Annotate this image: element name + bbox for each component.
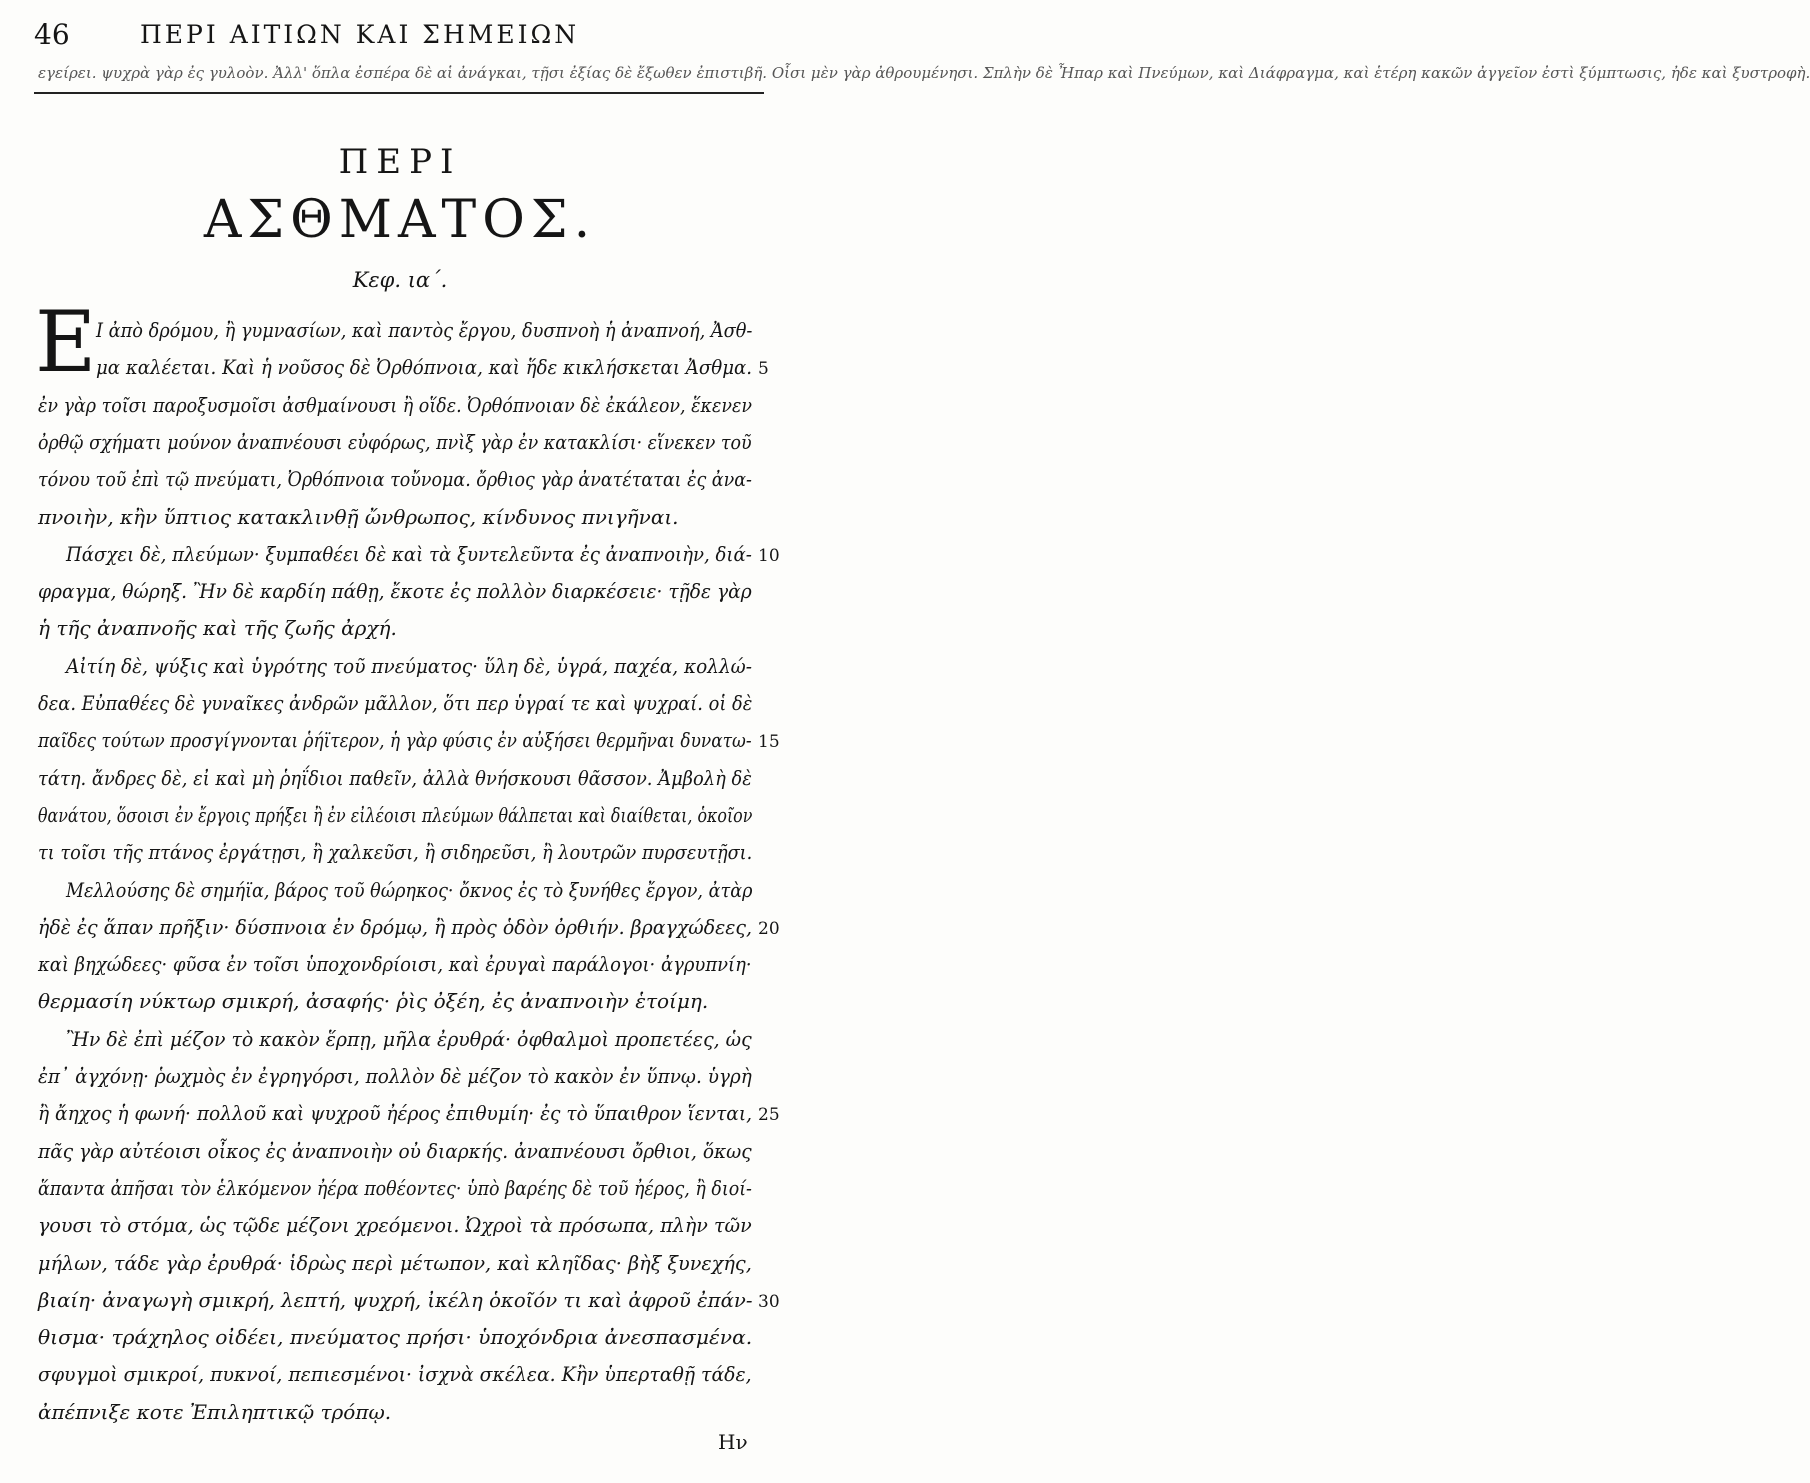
text-line: θερμασίη νύκτωρ σμικρή, ἀσαφής· ῥὶς ὀξέη, ἐς ἀναπνοιὴν ἑτοίμη. bbox=[38, 989, 709, 1014]
text-line: Αἰτίη δὲ, ψύξις καὶ ὑγρότης τοῦ πνεύματος· ὕλη δὲ, ὑγρά, παχέα, κολλώ- bbox=[66, 653, 753, 678]
text-line: θισμα· τράχηλος οἰδέει, πνεύματος πρήσι· ὑποχόνδρια ἀνεσπασμένα. bbox=[38, 1325, 753, 1350]
line-number: 10 bbox=[758, 545, 780, 566]
text-line: πᾶς γὰρ αὐτέοισι οἶκος ἐς ἀναπνοιὴν οὐ διαρκής. ἀναπνέουσι ὄρθιοι, ὅκως bbox=[38, 1138, 752, 1163]
text-line: φραγμα, θώρηξ. Ἢν δὲ καρδίη πάθῃ, ἔκοτε ἐς πολλὸν διαρκέσειε· τῇδε γὰρ bbox=[38, 579, 752, 604]
text-line: Ι ἀπὸ δρόμου, ἢ γυμνασίων, καὶ παντὸς ἔργου, δυσπνοὴ ἡ ἀναπνοή, Ἀσθ- bbox=[96, 318, 753, 342]
page-header bbox=[30, 14, 770, 54]
text-line: σφυγμοὶ σμικροί, πυκνοί, πεπιεσμένοι· ἰσχνὰ σκέλεα. Κἢν ὑπερταθῇ τάδε, bbox=[38, 1362, 752, 1387]
drop-cap: Ε bbox=[35, 293, 97, 391]
line-number: 25 bbox=[758, 1105, 780, 1126]
text-line: δεα. Εὐπαθέες δὲ γυναῖκες ἀνδρῶν μᾶλλον, ὅτι περ ὑγραί τε καὶ ψυχραί. οἱ δὲ bbox=[38, 691, 753, 715]
header-rule bbox=[34, 92, 764, 94]
line-number: 20 bbox=[758, 918, 780, 939]
page-number: 46 bbox=[34, 18, 70, 51]
text-line: ἡ τῆς ἀναπνοῆς καὶ τῆς ζωῆς ἀρχή. bbox=[38, 616, 397, 641]
text-line: Ἢν δὲ ἐπὶ μέζον τὸ κακὸν ἕρπῃ, μῆλα ἐρυθρά· ὀφθαλμοὶ προπετέες, ὡς bbox=[66, 1026, 752, 1051]
running-title: ΠΕΡΙ ΑΙΤΙΩΝ ΚΑΙ ΣΗΜΕΙΩΝ bbox=[140, 20, 580, 49]
section-title-main: ΑΣΘΜΑΤΟΣ. bbox=[203, 190, 597, 250]
text-line: ἐπ᾽ ἀγχόνῃ· ῥωχμὸς ἐν ἐγρηγόρσι, πολλὸν δὲ μέζον τὸ κακὸν ἐν ὕπνῳ. ὑγρὴ bbox=[38, 1064, 752, 1088]
line-number: 15 bbox=[758, 732, 780, 753]
chapter-heading: Κεφ. ια´. bbox=[352, 268, 448, 292]
text-line: τάτη. ἄνδρες δὲ, εἰ καὶ μὴ ῥηΐδιοι παθεῖν, ἀλλὰ θνήσκουσι θᾶσσον. Ἀμβολὴ δὲ bbox=[38, 765, 752, 790]
text-line: τι τοῖσι τῆς πτάνος ἐργάτῃσι, ἢ χαλκεῦσι, ἢ σιδηρεῦσι, ἢ λουτρῶν πυρσευτῇσι. bbox=[38, 840, 753, 865]
section-title-peri: ΠΕΡΙ bbox=[338, 142, 462, 182]
text-line: παῖδες τούτων προσγίγνονται ῥήϊτερον, ἡ γὰρ φύσις ἐν αὐξήσει θερμῆναι δυνατω- bbox=[38, 728, 752, 753]
line-number: 5 bbox=[758, 359, 769, 380]
text-line: ἀπέπνιξε κοτε Ἐπιληπτικῷ τρόπῳ. bbox=[38, 1399, 392, 1424]
text-line: ὀρθῷ σχήματι μούνον ἀναπνέουσι εὐφόρως, πνὶξ γὰρ ἐν κατακλίσι· εἵνεκεν τοῦ bbox=[38, 429, 752, 454]
text-line: τόνου τοῦ ἐπὶ τῷ πνεύματι, Ὀρθόπνοια τοὔνομα. ὄρθιος γὰρ ἀνατέταται ἐς ἀνα- bbox=[38, 467, 752, 492]
text-line: μα καλέεται. Καὶ ἡ νοῦσος δὲ Ὀρθόπνοια, καὶ ἥδε κικλήσκεται Ἀσθμα. bbox=[96, 355, 753, 380]
text-line: Πάσχει δὲ, πλεύμων· ξυμπαθέει δὲ καὶ τὰ ξυντελεῦντα ἐς ἀναπνοιὴν, διά- bbox=[66, 541, 752, 566]
text-line: μήλων, τάδε γὰρ ἐρυθρά· ἱδρὼς περὶ μέτωπον, καὶ κληῖδας· βὴξ ξυνεχής, bbox=[38, 1250, 752, 1275]
catchword: Ην bbox=[718, 1430, 748, 1454]
text-line: θανάτου, ὅσοισι ἐν ἔργοις πρήξει ἢ ἐν εἰλέοισι πλεύμων θάλπεται καὶ διαίθεται, ὁκοῖον bbox=[38, 802, 753, 827]
text-line: καὶ βηχώδεες· φῦσα ἐν τοῖσι ὑποχονδρίοισι, καὶ ἐρυγαὶ παράλογοι· ἀγρυπνίη· bbox=[38, 952, 752, 977]
text-line: ἢ ἄηχος ἡ φωνή· πολλοῦ καὶ ψυχροῦ ἠέρος ἐπιθυμίη· ἐς τὸ ὕπαιθρον ἵενται, bbox=[38, 1101, 753, 1126]
text-line: πνοιὴν, κἢν ὕπτιος κατακλινθῇ ὤνθρωπος, κίνδυνος πνιγῆναι. bbox=[38, 504, 679, 529]
text-line: ἐν γὰρ τοῖσι παροξυσμοῖσι ἀσθμαίνουσι ἢ οἵδε. Ὀρθόπνοιαν δὲ ἐκάλεον, ἕκενεν bbox=[38, 392, 752, 417]
text-line: βιαίη· ἀναγωγὴ σμικρή, λεπτή, ψυχρή, ἰκέλη ὁκοῖόν τι καὶ ἀφροῦ ἐπάν- bbox=[38, 1287, 753, 1312]
text-line: ἅπαντα ἀπῆσαι τὸν ἑλκόμενον ἠέρα ποθέοντες· ὑπὸ βαρέης δὲ τοῦ ἠέρος, ἢ διοί- bbox=[38, 1175, 752, 1200]
text-line: ἠδὲ ἐς ἅπαν πρῆξιν· δύσπνοια ἐν δρόμῳ, ἢ πρὸς ὁδὸν ὀρθιήν. βραγχώδεες, bbox=[38, 914, 752, 939]
text-line: Μελλούσης δὲ σημήϊα, βάρος τοῦ θώρηκος· ὄκνος ἐς τὸ ξυνήθες ἔργον, ἀτὰρ bbox=[66, 877, 753, 902]
text-line: γουσι τὸ στόμα, ὡς τῷδε μέζονι χρεόμενοι. Ὠχροὶ τὰ πρόσωπα, πλὴν τῶν bbox=[38, 1213, 752, 1238]
line-number: 30 bbox=[758, 1291, 780, 1312]
previous-section-text: εγείρει. ψυχρὰ γὰρ ἐς γυλοὸν. Ἀλλ' ὅπλα ἐσπέρα δὲ αἱ ἀνάγκαι, τῇσι ἐξίας δὲ ἔξωθεν ἐπιστιβῆ. Οἷσι μὲν γὰρ ἀθρουμένησι. Σπλὴν δὲ Ἦπαρ καὶ Πνεύμων, καὶ Διάφραγμα, καὶ ἑτέρη κακῶν ἀγγεῖον ἐστὶ ξύμπτωσις, ἠδε καὶ ξυστροφὴ. bbox=[38, 64, 1810, 82]
